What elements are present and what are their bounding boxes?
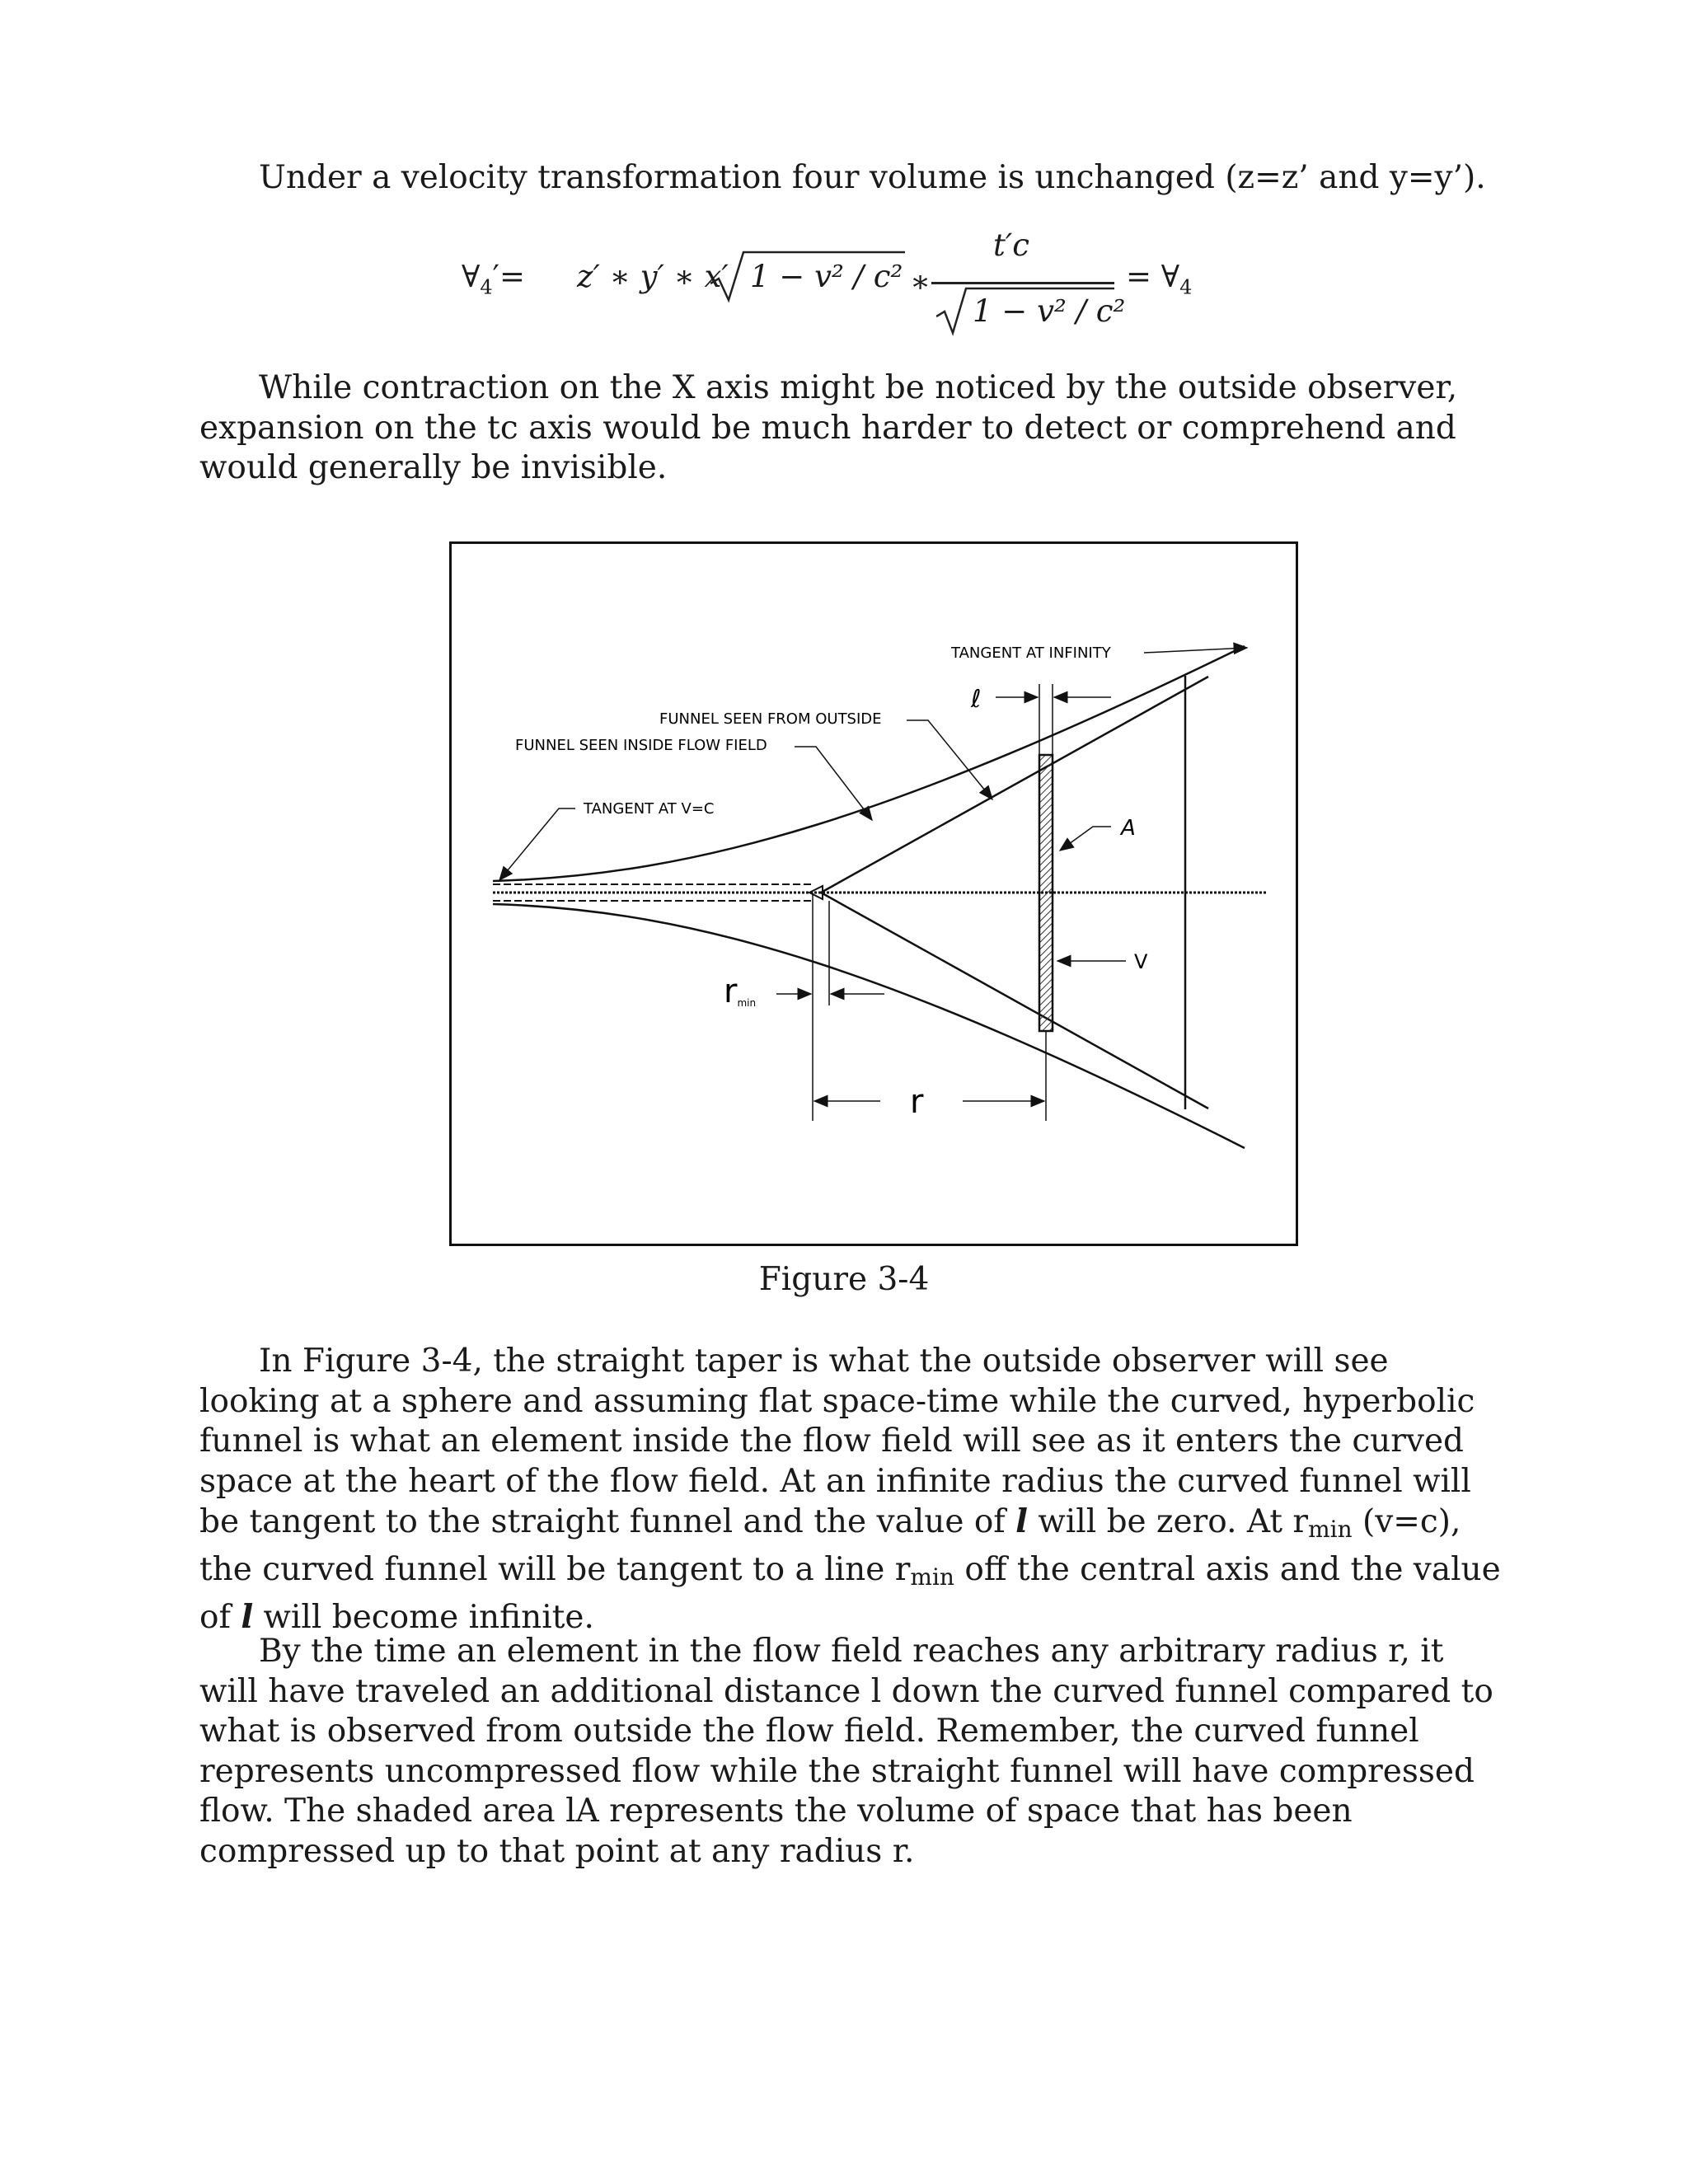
ell-symbol: l <box>241 1598 254 1636</box>
eq-denominator: 1 − v² / c² <box>973 293 1126 329</box>
eq-root-left: 1 − v² / c² <box>750 259 903 294</box>
straight-funnel-lower <box>821 893 1208 1108</box>
straight-funnel-upper <box>821 677 1208 893</box>
eq-terms: z′ ∗ y′ ∗ x′ <box>577 259 729 294</box>
eq-numerator: t′c <box>993 227 1029 263</box>
curved-funnel-lower <box>493 904 1245 1148</box>
label-funnel-inside: FUNNEL SEEN INSIDE FLOW FIELD <box>515 737 767 754</box>
leader-funnel-inside <box>795 747 872 820</box>
eq-rhs: = $\forall_4$ <box>1126 259 1193 299</box>
paragraph-contraction: While contraction on the X axis might be noticed by the outside observer, expansion on the tc axis would be much harder to detect or comprehend and would generally be invisible. <box>199 369 1458 486</box>
paragraph-compression: By the time an element in the flow field reaches any arbitrary radius r, it will have traveled an additional distance l down the curved funnel compared to what is observed from outside the flow field. Remember, the curved funnel represents uncompressed flow while the straight funnel will have compressed flow. The shaded area lA represents the volume of space that has been compressed up to that point at any radius r. <box>199 1633 1493 1870</box>
paragraph-intro: Under a velocity transformation four volume is unchanged (z=z’ and y=y’). <box>259 159 1486 196</box>
eq-lhs: $\forall_4'=$ <box>462 259 526 299</box>
shaded-element-lA <box>1039 755 1053 1031</box>
funnel-diagram <box>452 544 1296 1244</box>
leader-a <box>1060 827 1111 851</box>
leader-funnel-outside <box>907 720 992 799</box>
label-tangent-infinity: TANGENT AT INFINITY <box>951 644 1111 662</box>
fraction-bar <box>931 282 1114 284</box>
ell-symbol: l <box>1015 1502 1028 1540</box>
label-funnel-outside: FUNNEL SEEN FROM OUTSIDE <box>659 710 882 728</box>
label-v: V <box>1134 950 1148 973</box>
figure-3-4 <box>449 541 1298 1246</box>
eq-star: ∗ <box>910 264 931 299</box>
four-volume-equation <box>0 227 1688 340</box>
paragraph-figure-explanation: In Figure 3-4, the straight taper is what the outside observer will see looking at a sphere and assuming flat space-time while the curved, hyperbolic funnel is what an element inside the flow field will see as it enters the curved space at the heart of the flow field. At an infinite radius the curved funnel will be tangent to the straight funnel and the value of l will be zero. At $r_{min}$ (v=c), the curved funnel will be tangent to a line $r_{min}$ off the central axis and the value of l will become infinite. <box>199 1343 1501 1636</box>
leader-tangent-vc <box>499 808 575 880</box>
label-a: A <box>1121 816 1136 841</box>
label-tangent-vc: TANGENT AT V=C <box>584 800 715 818</box>
figure-caption: Figure 3-4 <box>758 1261 930 1298</box>
label-ell: ℓ <box>971 685 982 714</box>
curved-funnel-upper <box>493 646 1245 881</box>
label-rmin: rmin <box>724 972 757 1010</box>
label-r: r <box>910 1083 924 1121</box>
